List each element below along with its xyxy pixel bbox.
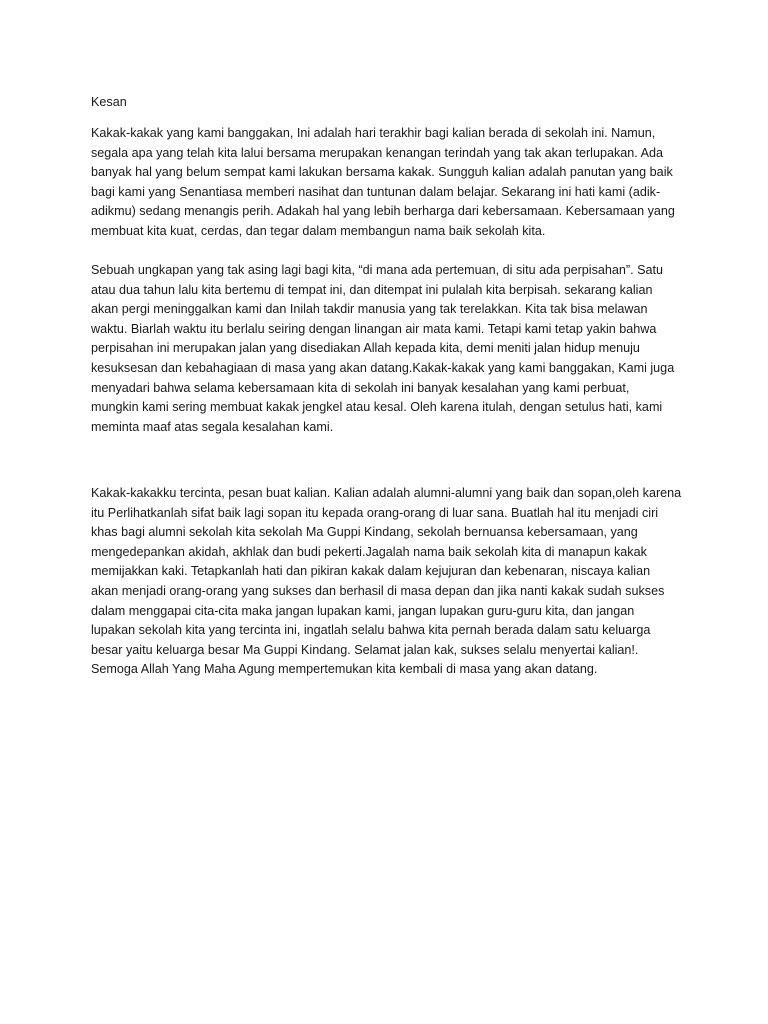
paragraph-line: mengedepankan akidah, akhlak dan budi pekerti.Jagalah nama baik sekolah kita di manapun kakak xyxy=(91,544,647,559)
paragraph-line: memijakkan kaki. Tetapkanlah hati dan pikiran kakak dalam kejujuran dan kebenaran, niscaya kalian xyxy=(91,564,651,579)
title-text: Kesan xyxy=(91,95,127,109)
paragraph-line: Semoga Allah Yang Maha Agung mempertemukan kita kembali di masa yang akan datang. xyxy=(91,662,598,677)
paragraph-line: khas bagi alumni sekolah kita sekolah Ma Guppi Kindang, sekolah bernuansa kebersamaan, yang xyxy=(91,525,638,540)
paragraph-line: itu Perlihatkanlah sifat baik lagi sopan itu kepada orang-orang di luar sana. Buatlah hal itu menjadi ciri xyxy=(91,505,659,520)
paragraph-line: atau dua tahun lalu kita bertemu di tempat ini, dan ditempat ini pulalah kita berpisah. sekarang kalian xyxy=(91,282,653,297)
paragraph-line: akan menjadi orang-orang yang sukses dan berhasil di masa depan dan jika nanti kakak sudah sukses xyxy=(91,583,665,598)
paragraph-line: adikmu) sedang menangis perih. Adakah hal yang lebih berharga dari kebersamaan. Kebersamaan yang xyxy=(91,204,675,219)
paragraph-line: bagi kami yang Senantiasa memberi nasihat dan tuntunan dalam belajar. Sekarang ini hati kami (adik- xyxy=(91,184,661,199)
paragraph-line: Kakak-kakakku tercinta, pesan buat kalian. Kalian adalah alumni-alumni yang baik dan sopan,oleh karena xyxy=(91,486,682,500)
document-title xyxy=(91,93,691,113)
paragraph-line: lupakan sekolah kita yang tercinta ini, ingatlah selalu bahwa kita pernah berada dalam satu keluarga xyxy=(91,623,651,638)
paragraph-line: menyadari bahwa selama kebersamaan kita di sekolah ini banyak kesalahan yang kami perbuat, xyxy=(91,380,630,395)
paragraph-perpisahan xyxy=(91,261,691,437)
paragraph-line: dalam menggapai cita-cita maka jangan lupakan kami, jangan lupakan guru-guru kita, dan jangan xyxy=(91,603,635,618)
paragraph-line: segala apa yang telah kita lalui bersama merupakan kenangan terindah yang tak akan terlupakan. Ada xyxy=(91,145,664,160)
paragraph-line: Sebuah ungkapan yang tak asing lagi bagi kita, “di mana ada pertemuan, di situ ada perpisahan”. Satu xyxy=(91,263,664,277)
paragraph-line: mungkin kami sering membuat kakak jengkel atau kesal. Oleh karena itulah, dengan setulus hati, kami xyxy=(91,400,663,415)
paragraph-line: kesuksesan dan kebahagiaan di masa yang akan datang.Kakak-kakak yang kami banggakan, Kami juga xyxy=(91,360,675,375)
paragraph-line: waktu. Biarlah waktu itu berlalu seiring dengan linangan air mata kami. Tetapi kami tetap yakin bahwa xyxy=(91,321,657,336)
paragraph-line: akan pergi meninggalkan kami dan Inilah takdir manusia yang tak terelakkan. Kita tak bisa melawan xyxy=(91,302,648,317)
paragraph-line: membuat kita kuat, cerdas, dan tegar dalam membangun nama baik sekolah kita. xyxy=(91,223,546,238)
paragraph-line: besar yaitu keluarga besar Ma Guppi Kindang. Selamat jalan kak, sukses selalu menyertai kalian!. xyxy=(91,642,639,657)
paragraph-line: banyak hal yang belum sempat kami lakukan bersama kakak. Sungguh kalian adalah panutan yang baik xyxy=(91,165,673,180)
paragraph-pesan xyxy=(91,484,691,680)
paragraph-kesan xyxy=(91,124,691,242)
paragraph-line: perpisahan ini merupakan jalan yang disediakan Allah kepada kita, demi meniti jalan hidup menuju xyxy=(91,341,640,356)
paragraph-line: Kakak-kakak yang kami banggakan, Ini adalah hari terakhir bagi kalian berada di sekolah ini. Namun, xyxy=(91,126,656,140)
paragraph-line: meminta maaf atas segala kesalahan kami. xyxy=(91,419,334,434)
